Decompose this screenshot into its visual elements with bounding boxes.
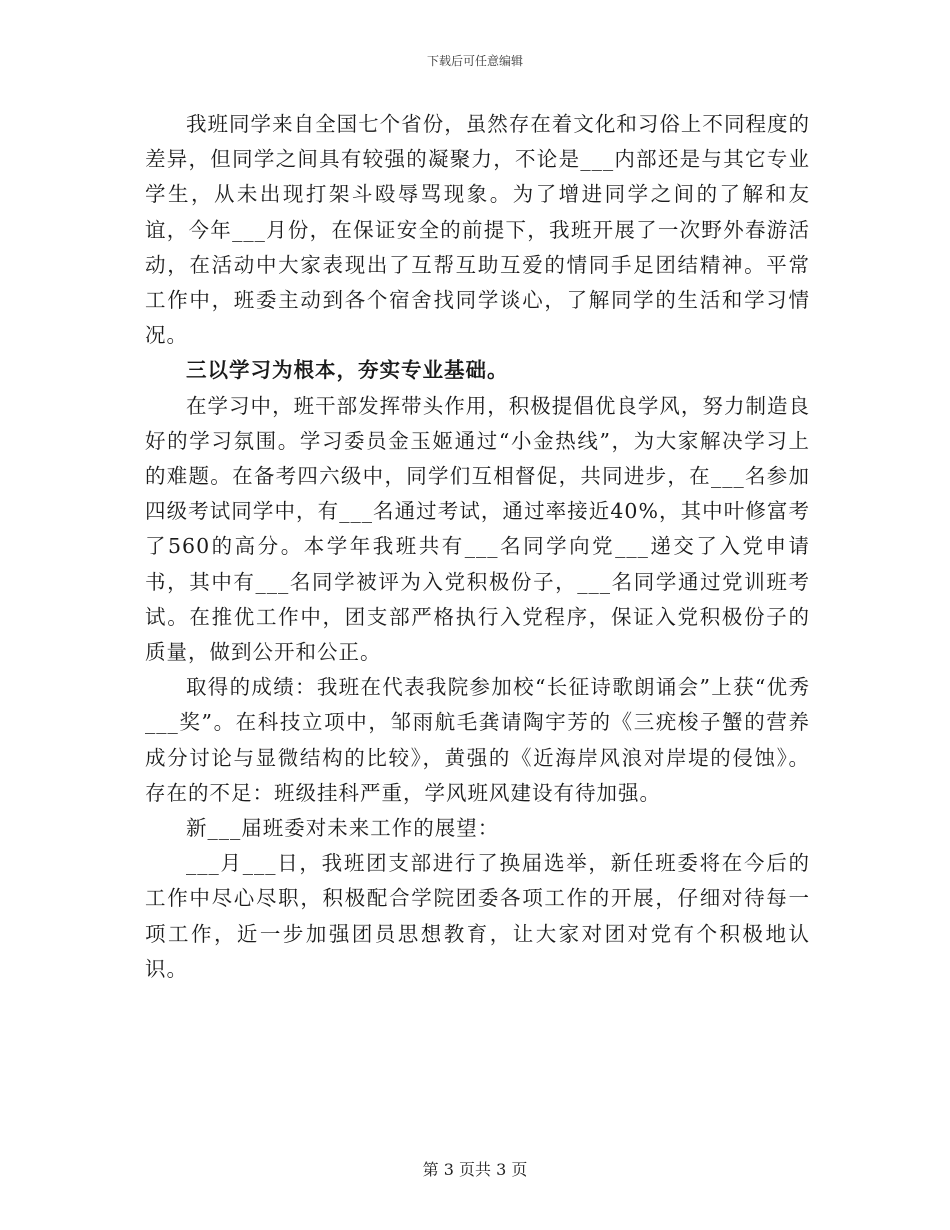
- paragraph-study: 在学习中，班干部发挥带头作用，积极提倡优良学风，努力制造良好的学习氛围。学习委员金玉姬通过“小金热线”，为大家解决学习上的难题。在备考四六级中，同学们互相督促，共同进步，在___名参加四级考试同学中，有___名通过考试，通过率接近40%，其中叶修富考了560的高分。本学年我班共有___名同学向党___递交了入党申请书，其中有___名同学被评为入党积极份子，___名同学通过党训班考试。在推优工作中，团支部严格执行入党程序，保证入党积极份子的质量，做到公开和公正。: [145, 393, 810, 665]
- page-number: 第 3 页共 3 页: [422, 1160, 528, 1179]
- paragraph-outlook-title: 新___届班委对未来工作的展望：: [186, 816, 500, 841]
- paragraph-class-cohesion: 我班同学来自全国七个省份，虽然存在着文化和习俗上不同程度的差异，但同学之间具有较强的凝聚力，不论是___内部还是与其它专业学生，从未出现打架斗殴辱骂现象。为了增进同学之间的了解和友谊，今年___月份，在保证安全的前提下，我班开展了一次野外春游活动，在活动中大家表现出了互帮互助互爱的情同手足团结精神。平常工作中，班委主动到各个宿舍找同学谈心，了解同学的生活和学习情况。: [145, 112, 810, 348]
- page-header: 下载后可任意编辑: [426, 54, 523, 68]
- paragraph-achievements: 取得的成绩：我班在代表我院参加校“长征诗歌朗诵会”上获“优秀___奖”。在科技立项中，邹雨航毛龚请陶宇芳的《三疣梭子蟹的营养成分讨论与显微结构的比较》，黄强的《近海岸风浪对岸堤的侵蚀》。存在的不足：班级挂科严重，学风班风建设有待加强。: [145, 675, 810, 805]
- section-heading-study: 三以学习为根本，夯实专业基础。: [186, 358, 509, 383]
- paragraph-election: ___月___日，我班团支部进行了换届选举，新任班委将在今后的工作中尽心尽职，积极配合学院团委各项工作的开展，仔细对待每一项工作，近一步加强团员思想教育，让大家对团对党有个积极地认识。: [145, 851, 810, 981]
- document-body: [145, 107, 810, 987]
